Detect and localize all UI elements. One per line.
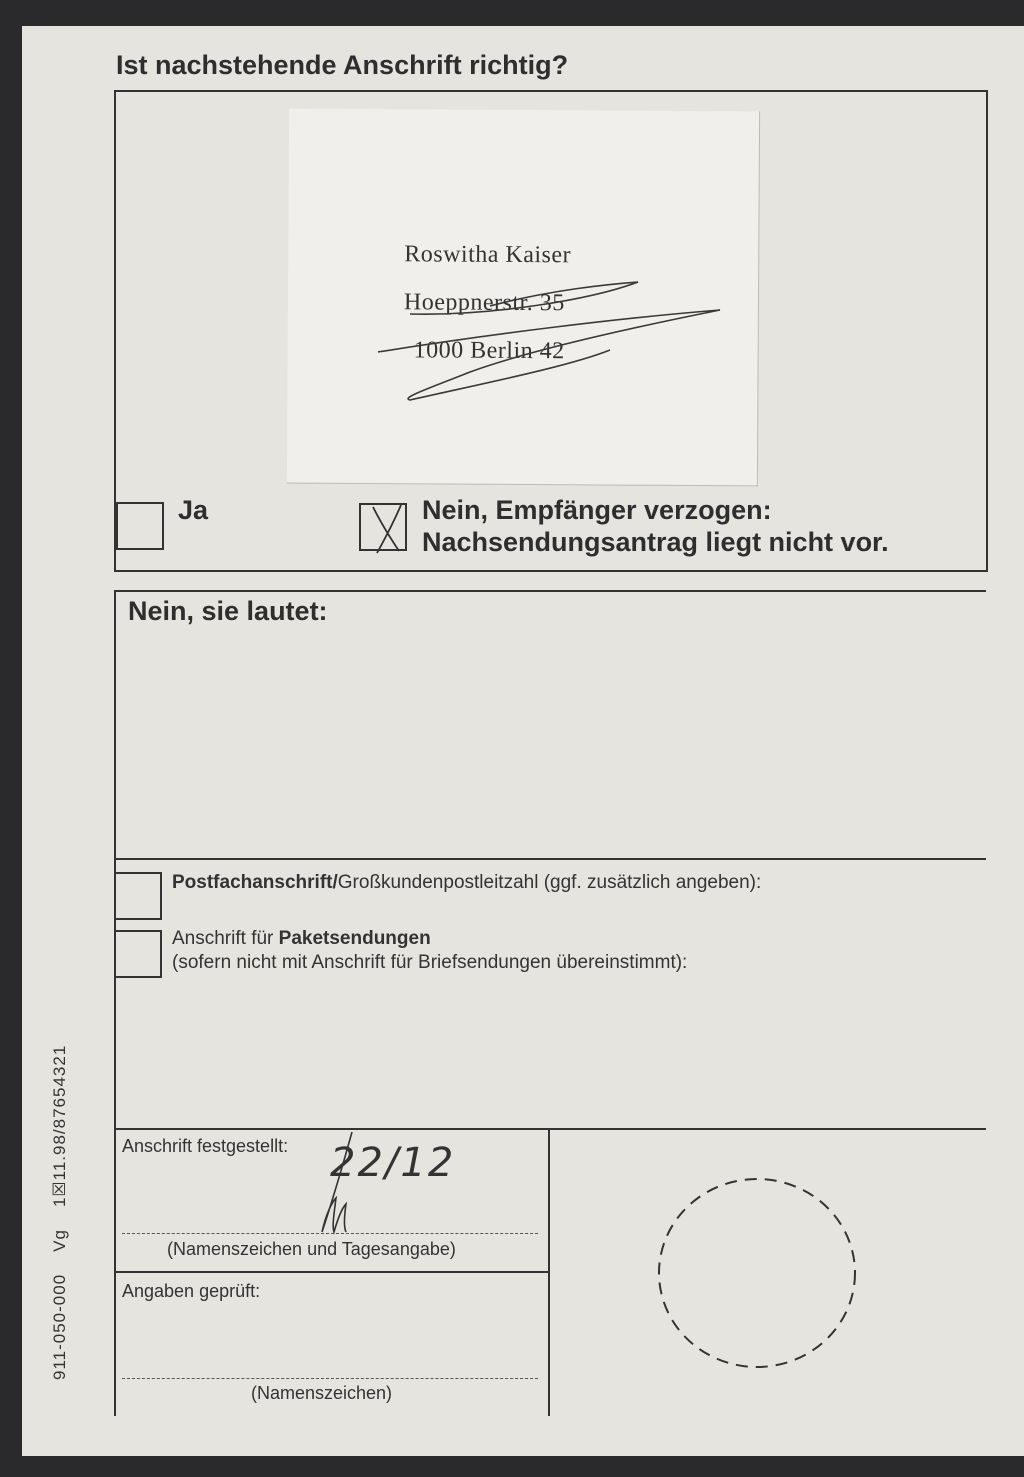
postfach-label-bold: Postfachanschrift/ xyxy=(172,872,338,893)
festgestellt-signature-line[interactable] xyxy=(122,1233,538,1234)
form-code xyxy=(50,1023,70,1380)
verification-row-divider xyxy=(114,1271,550,1273)
paket-label-prefix: Anschrift für xyxy=(172,928,279,949)
festgestellt-label: Anschrift festgestellt: xyxy=(122,1136,289,1156)
postfach-checkbox[interactable] xyxy=(114,872,162,920)
paket-label-line1 xyxy=(172,928,431,950)
postfach-label xyxy=(172,872,761,894)
address-street: Hoeppnerstr. 35 xyxy=(403,289,565,317)
paket-label-line2: (sofern nicht mit Anschrift für Briefsendungen übereinstimmt): xyxy=(172,952,688,973)
yes-checkbox[interactable] xyxy=(116,502,164,550)
yes-label: Ja xyxy=(178,495,209,525)
correction-divider xyxy=(114,858,986,860)
geprueft-caption: (Namenszeichen) xyxy=(251,1383,393,1403)
paket-label-bold: Paketsendungen xyxy=(278,928,431,949)
form-code-number: 911-050-000 xyxy=(50,1273,69,1380)
no-moved-label-line2: Nachsendungsantrag liegt nicht vor. xyxy=(422,527,889,557)
handwritten-x-icon xyxy=(365,501,409,553)
form-code-vg: Vg xyxy=(50,1229,69,1252)
form-heading: Ist nachstehende Anschrift richtig? xyxy=(116,50,569,80)
new-address-area[interactable] xyxy=(116,598,984,856)
geprueft-label: Angaben geprüft: xyxy=(122,1281,261,1301)
handwritten-date: 22/12 xyxy=(330,1140,456,1186)
no-moved-label-line1: Nein, Empfänger verzogen: xyxy=(422,495,772,525)
address-name: Roswitha Kaiser xyxy=(404,241,572,269)
no-moved-checkbox[interactable] xyxy=(359,503,407,551)
form-code-edition: 1☒11.98/87654321 xyxy=(50,1044,69,1208)
strike-scribble-icon xyxy=(370,270,730,410)
paket-checkbox[interactable] xyxy=(114,930,162,978)
correction-title: Nein, sie lautet: xyxy=(128,596,328,626)
postfach-label-rest: Großkundenpostleitzahl (ggf. zusätzlich angeben): xyxy=(337,872,762,893)
handwritten-initials-icon xyxy=(316,1128,366,1240)
correction-top-border xyxy=(114,590,986,592)
address-city: 1000 Berlin 42 xyxy=(413,337,565,365)
festgestellt-caption: (Namenszeichen und Tagesangabe) xyxy=(167,1239,456,1259)
stamp-circle-icon xyxy=(655,1175,861,1373)
geprueft-signature-line[interactable] xyxy=(122,1378,538,1379)
verification-top-border xyxy=(114,1128,986,1130)
